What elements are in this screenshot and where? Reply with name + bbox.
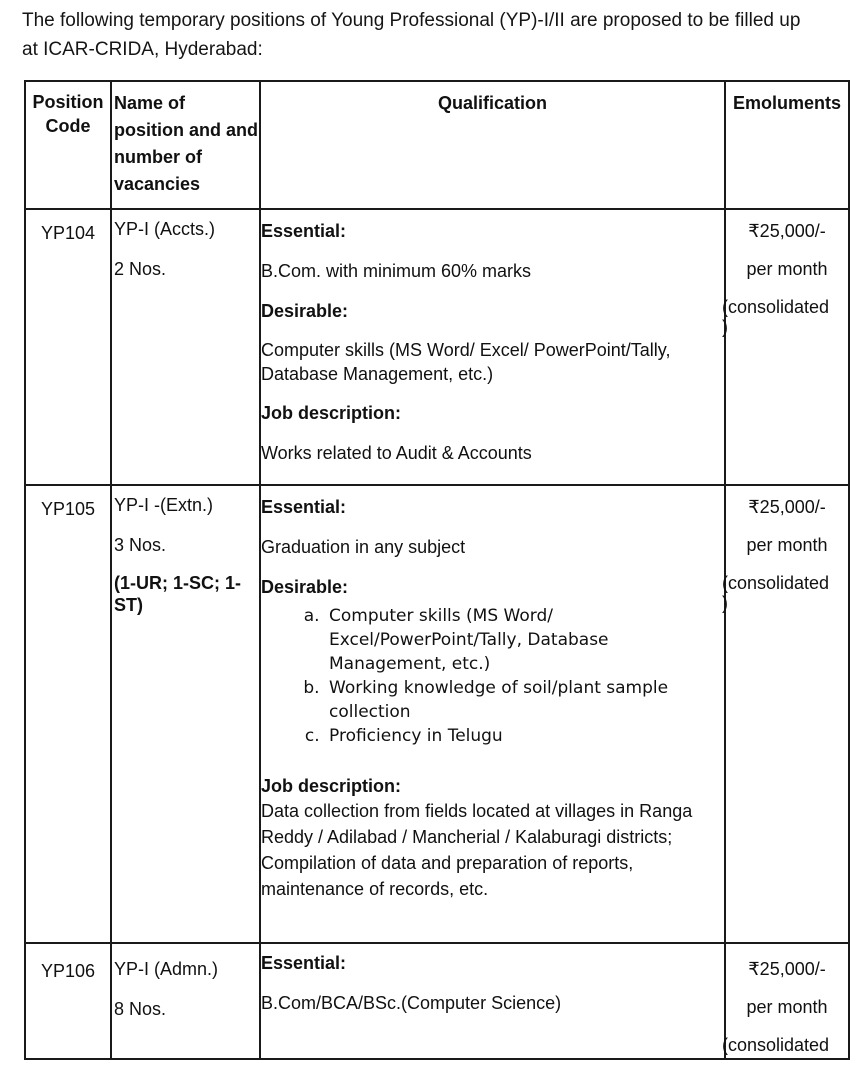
desirable-list	[261, 604, 724, 748]
vacancies: 2 Nos.	[114, 259, 167, 279]
position-name: YP-I (Accts.)	[114, 219, 216, 239]
emol-period: per month	[746, 535, 828, 555]
emol-amount: ₹25,000/-	[748, 959, 826, 979]
emol-amount: ₹25,000/-	[748, 221, 826, 241]
emol-period: per month	[746, 259, 828, 279]
header-row	[25, 81, 849, 209]
essential-label: Essential:	[261, 221, 347, 241]
qualification-cell	[260, 209, 725, 485]
emol-period: per month	[746, 997, 828, 1017]
position-name-cell	[111, 485, 260, 943]
emol-close: )	[722, 317, 728, 337]
header-qualification: Qualification	[260, 81, 725, 209]
vacancies: 8 Nos.	[114, 999, 167, 1019]
desirable-label: Desirable:	[261, 301, 349, 321]
job-description-text: Data collection from fields located at villages in Ranga Reddy / Adilabad / Mancherial / Kalaburagi districts; Compilation of data and preparation of reports, maintenance of records, etc.	[261, 801, 693, 899]
position-code: YP106	[25, 943, 111, 1059]
essential-label: Essential:	[261, 953, 347, 973]
header-name-of-position: Name of position and and number of vacancies	[111, 81, 260, 209]
category-breakup: (1-UR; 1-SC; 1-ST)	[114, 573, 242, 615]
intro-line-1: The following temporary positions of Young Professional (YP)-I/II are proposed to be filled up	[22, 10, 801, 31]
header-position-code: Position Code	[25, 81, 111, 209]
list-item: a. Computer skills (MS Word/ Excel/PowerPoint/Tally, Database Management, etc.)	[325, 604, 724, 676]
qualification-cell	[260, 485, 725, 943]
position-code: YP104	[25, 209, 111, 485]
table-row	[25, 209, 849, 485]
essential-text: B.Com/BCA/BSc.(Computer Science)	[261, 993, 562, 1013]
intro-text	[22, 6, 862, 64]
essential-label: Essential:	[261, 497, 347, 517]
position-name-cell	[111, 209, 260, 485]
position-name-cell	[111, 943, 260, 1059]
essential-text: B.Com. with minimum 60% marks	[261, 261, 532, 281]
emol-close: )	[722, 593, 728, 613]
emoluments-cell	[722, 943, 849, 1059]
emol-amount: ₹25,000/-	[748, 497, 826, 517]
emoluments-cell	[722, 209, 849, 485]
desirable-text: Computer skills (MS Word/ Excel/ PowerPoint/Tally, Database Management, etc.)	[261, 340, 671, 384]
emoluments-cell	[722, 485, 849, 943]
position-code: YP105	[25, 485, 111, 943]
list-item: b. Working knowledge of soil/plant sample collection	[325, 676, 724, 724]
desirable-label: Desirable:	[261, 577, 349, 597]
emol-type: (consolidated	[722, 297, 830, 317]
table-row	[25, 485, 849, 943]
emol-type: (consolidated	[722, 1035, 830, 1055]
vacancies: 3 Nos.	[114, 535, 167, 555]
job-description-label: Job description:	[261, 403, 402, 423]
essential-text: Graduation in any subject	[261, 537, 466, 557]
job-description-label: Job description:	[261, 776, 402, 796]
positions-table	[24, 80, 850, 1060]
emol-type: (consolidated	[722, 573, 830, 593]
job-description-text: Works related to Audit & Accounts	[261, 443, 532, 463]
header-emoluments: Emoluments	[725, 81, 849, 209]
qualification-cell	[260, 943, 725, 1059]
list-item: c. Proficiency in Telugu	[325, 724, 724, 748]
table-row	[25, 943, 849, 1059]
intro-line-2: at ICAR-CRIDA, Hyderabad:	[22, 39, 263, 60]
position-name: YP-I (Admn.)	[114, 959, 219, 979]
position-name: YP-I -(Extn.)	[114, 495, 214, 515]
